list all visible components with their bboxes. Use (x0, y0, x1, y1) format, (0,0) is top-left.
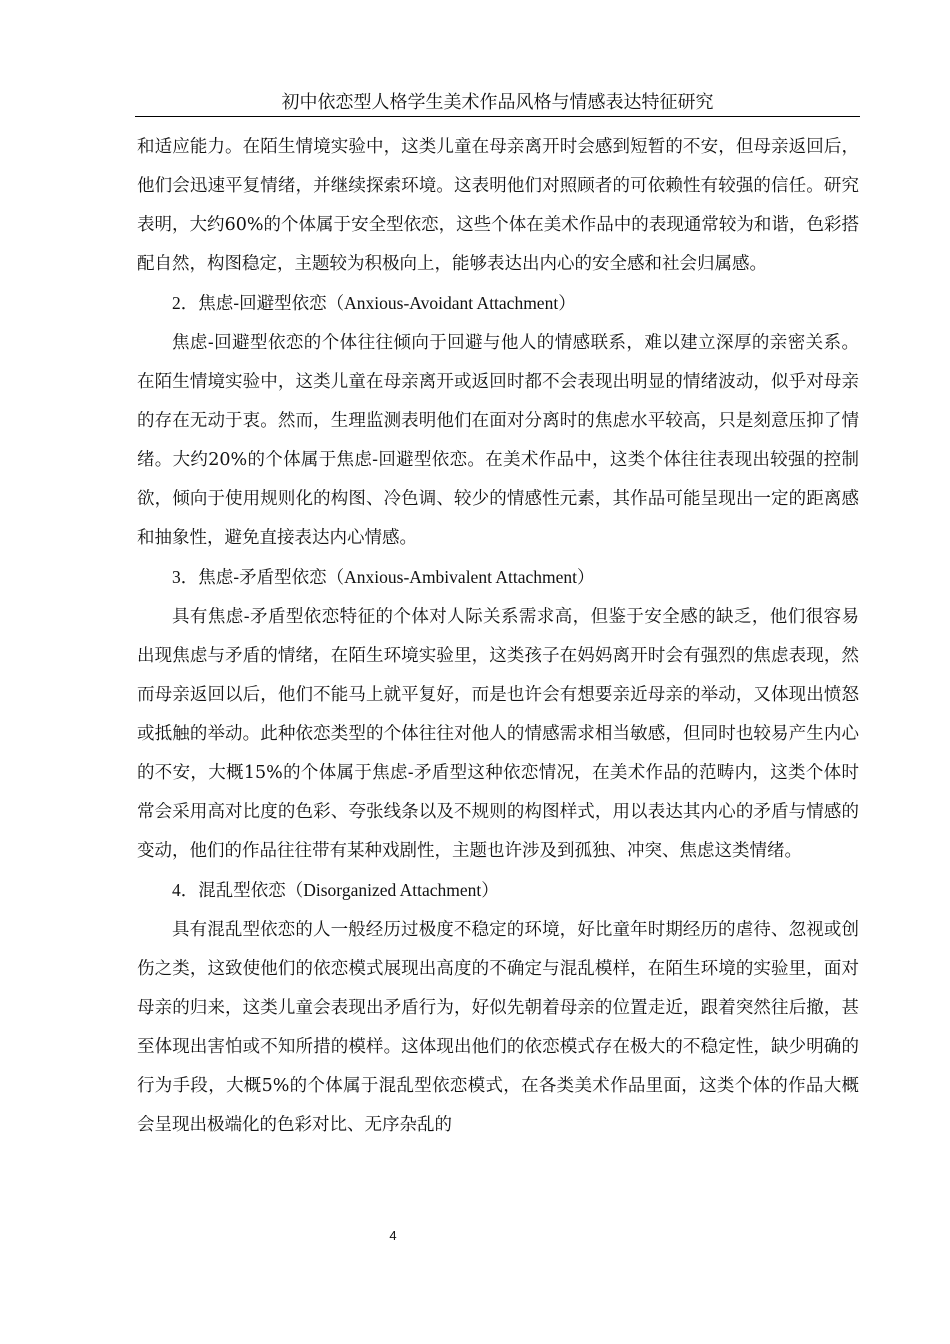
heading-english: （Anxious-Ambivalent Attachment） (326, 567, 595, 587)
heading-title: 焦虑-矛盾型依恋 (198, 568, 327, 588)
page-number: 4 (389, 1228, 397, 1243)
paragraph-disorganized: 具有混乱型依恋的人一般经历过极度不稳定的环境，好比童年时期经历的虐待、忽视或创伤之类，这致使他们的依恋模式展现出高度的不确定与混乱模样，在陌生环境的实验里，面对母亲的归来，这类儿童会表现出矛盾行为，好似先朝着母亲的位置走近，跟着突然往后撤，甚至体现出害怕或不知所措的模样。这体现出他们的依恋模式存在极大的不稳定性，缺少明确的行为手段，大概5%的个体属于混乱型依恋模式，在各类美术作品里面，这类个体的作品大概会呈现出极端化的色彩对比、无序杂乱的 (137, 920, 859, 1135)
paragraph-ambivalent: 具有焦虑-矛盾型依恋特征的个体对人际关系需求高，但鉴于安全感的缺乏，他们很容易出现焦虑与矛盾的情绪，在陌生环境实验里，这类孩子在妈妈离开时会有强烈的焦虑表现，然而母亲返回以后，他们不能马上就平复好，而是也许会有想要亲近母亲的举动，又体现出愤怒或抵触的举动。此种依恋类型的个体往往对他人的情感需求相当敏感，但同时也较易产生内心的不安，大概15%的个体属于焦虑-矛盾型这种依恋情况，在美术作品的范畴内，这类个体时常会采用高对比度的色彩、夸张线条以及不规则的构图样式，用以表达其内心的矛盾与情感的变动，他们的作品往往带有某种戏剧性，主题也许涉及到孤独、冲突、焦虑这类情绪。 (137, 607, 859, 861)
section-heading-2 (137, 284, 859, 324)
document-body (137, 128, 859, 1145)
section-heading-4 (137, 871, 859, 911)
section-heading-3 (137, 558, 859, 598)
heading-number: 3． (172, 567, 199, 587)
header-divider (135, 116, 860, 117)
paragraph-intro: 和适应能力。在陌生情境实验中，这类儿童在母亲离开时会感到短暂的不安，但母亲返回后，他们会迅速平复情绪，并继续探索环境。这表明他们对照顾者的可依赖性有较强的信任。研究表明，大约60%的个体属于安全型依恋，这些个体在美术作品中的表现通常较为和谐，色彩搭配自然，构图稳定，主题较为积极向上，能够表达出内心的安全感和社会归属感。 (137, 137, 859, 274)
heading-english: （Anxious-Avoidant Attachment） (326, 293, 576, 313)
running-header: 初中依恋型人格学生美术作品风格与情感表达特征研究 (281, 92, 714, 113)
heading-english: （Disorganized Attachment） (285, 880, 499, 900)
heading-title: 焦虑-回避型依恋 (198, 294, 327, 314)
heading-number: 2． (172, 293, 199, 313)
heading-number: 4． (172, 880, 199, 900)
paragraph-avoidant: 焦虑-回避型依恋的个体往往倾向于回避与他人的情感联系，难以建立深厚的亲密关系。在陌生情境实验中，这类儿童在母亲离开或返回时都不会表现出明显的情绪波动，似乎对母亲的存在无动于衷。然而，生理监测表明他们在面对分离时的焦虑水平较高，只是刻意压抑了情绪。大约20%的个体属于焦虑-回避型依恋。在美术作品中，这类个体往往表现出较强的控制欲，倾向于使用规则化的构图、冷色调、较少的情感性元素，其作品可能呈现出一定的距离感和抽象性，避免直接表达内心情感。 (137, 333, 859, 548)
heading-title: 混乱型依恋 (198, 881, 286, 901)
